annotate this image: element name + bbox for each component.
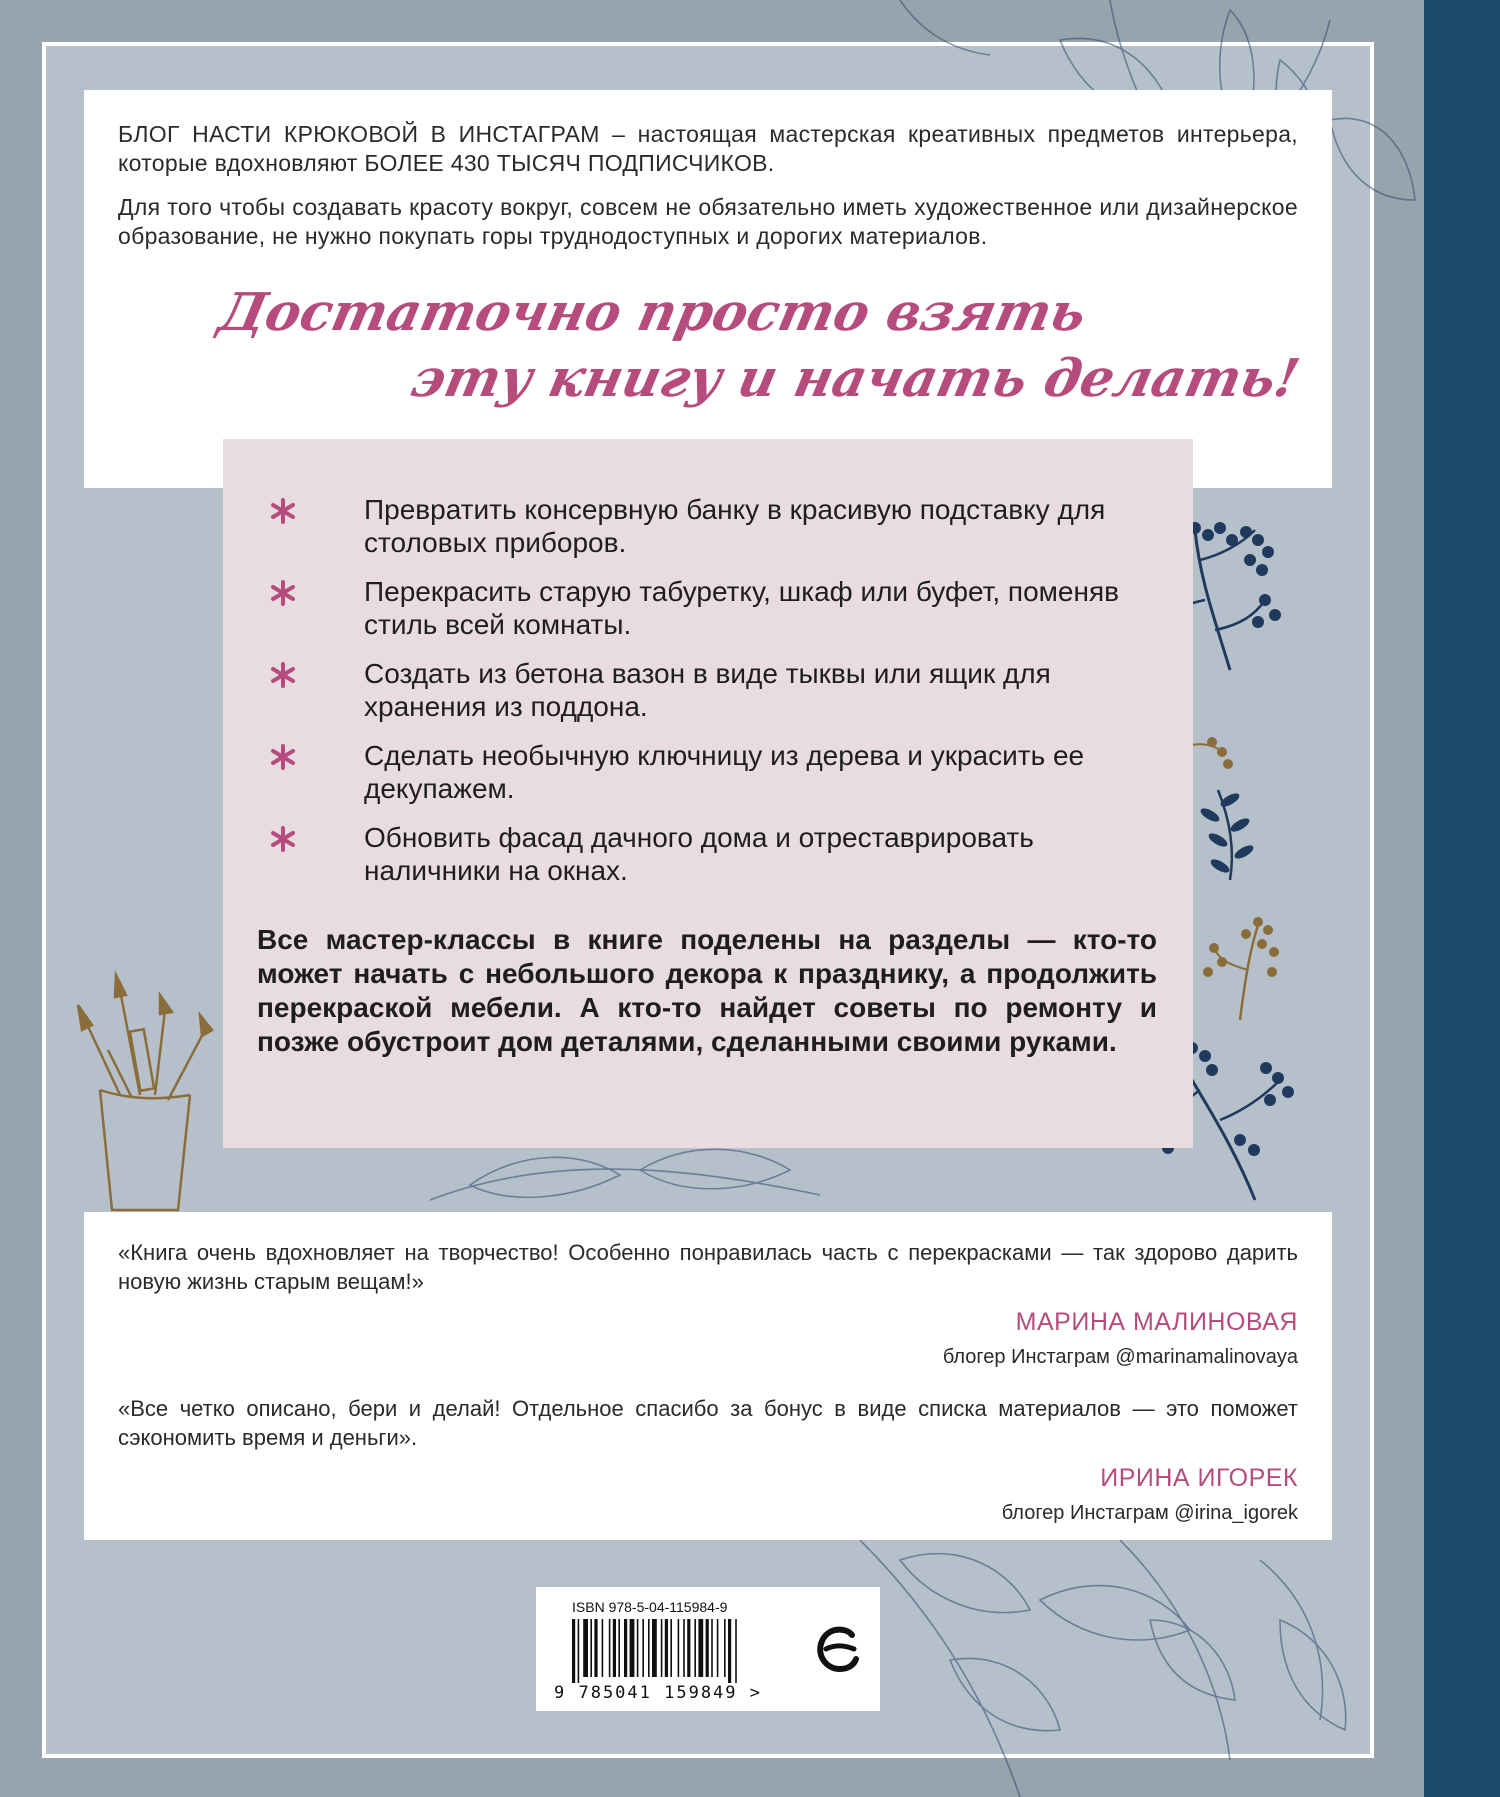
asterisk-flower-icon — [269, 743, 297, 771]
barcode-box — [536, 1587, 880, 1711]
slogan-line: эту книгу и начать делать! — [405, 348, 1305, 409]
feature-text: Создать из бетона вазон в виде тыквы или ящик для хранения из поддона. — [364, 658, 1051, 722]
features-panel — [223, 439, 1193, 1148]
review-quote: «Книга очень вдохновляет на творчество! Особенно понравилась часть с перекрасками — так здорово дарить новую жизнь старым вещам!» — [118, 1240, 1298, 1294]
asterisk-flower-icon — [269, 661, 297, 689]
feature-text: Перекрасить старую табуретку, шкаф или буфет, поменяв стиль всей комнаты. — [364, 576, 1119, 640]
intro-paragraph: БЛОГ НАСТИ КРЮКОВОЙ В ИНСТАГРАМ – настоящая мастерская креативных предметов интерьера, которые вдохновляют БОЛЕЕ 430 ТЫСЯЧ ПОДПИСЧИКОВ. — [118, 121, 1298, 176]
slogan-line: Достаточно просто взять — [213, 282, 1092, 343]
review-quote: «Все четко описано, бери и делай! Отдельное спасибо за бонус в виде списка материалов — это поможет сэкономить время и деньги». — [118, 1396, 1298, 1450]
intro-paragraph: Для того чтобы создавать красоту вокруг, совсем не обязательно иметь художественное или дизайнерское образование, не нужно покупать горы труднодоступных и дорогих материалов. — [118, 194, 1298, 249]
review-author-role: блогер Инстаграм @irina_igorek — [1001, 1502, 1298, 1524]
isbn-label: ISBN 978-5-04-115984-9 — [572, 1599, 728, 1615]
feature-text: Превратить консервную банку в красивую подставку для столовых приборов. — [364, 494, 1106, 558]
reviews-panel — [84, 1212, 1332, 1540]
asterisk-flower-icon — [269, 579, 297, 607]
review-author-role: блогер Инстаграм @marinamalinovaya — [942, 1346, 1298, 1368]
eksmo-logo-icon — [814, 1621, 864, 1677]
asterisk-flower-icon — [269, 497, 297, 525]
feature-text: Обновить фасад дачного дома и отреставрировать наличники на окнах. — [364, 822, 1034, 886]
asterisk-flower-icon — [269, 825, 297, 853]
barcode-icon — [572, 1619, 772, 1683]
feature-text: Сделать необычную ключницу из дерева и украсить ее декупажем. — [364, 740, 1085, 804]
barcode-digits: 9 785041 159849 > — [554, 1683, 762, 1703]
sections-description: Все мастер-классы в книге поделены на разделы — кто-то может начать с небольшого декора к празднику, а продолжить перекраской мебели. А кто-то найдет советы по ремонту и позже обустроит дом деталями, сделанными своими руками. — [257, 924, 1157, 1057]
review-author: МАРИНА МАЛИНОВАЯ — [1015, 1308, 1298, 1336]
review-author: ИРИНА ИГОРЕК — [1100, 1464, 1298, 1492]
book-spine — [1424, 0, 1500, 1797]
